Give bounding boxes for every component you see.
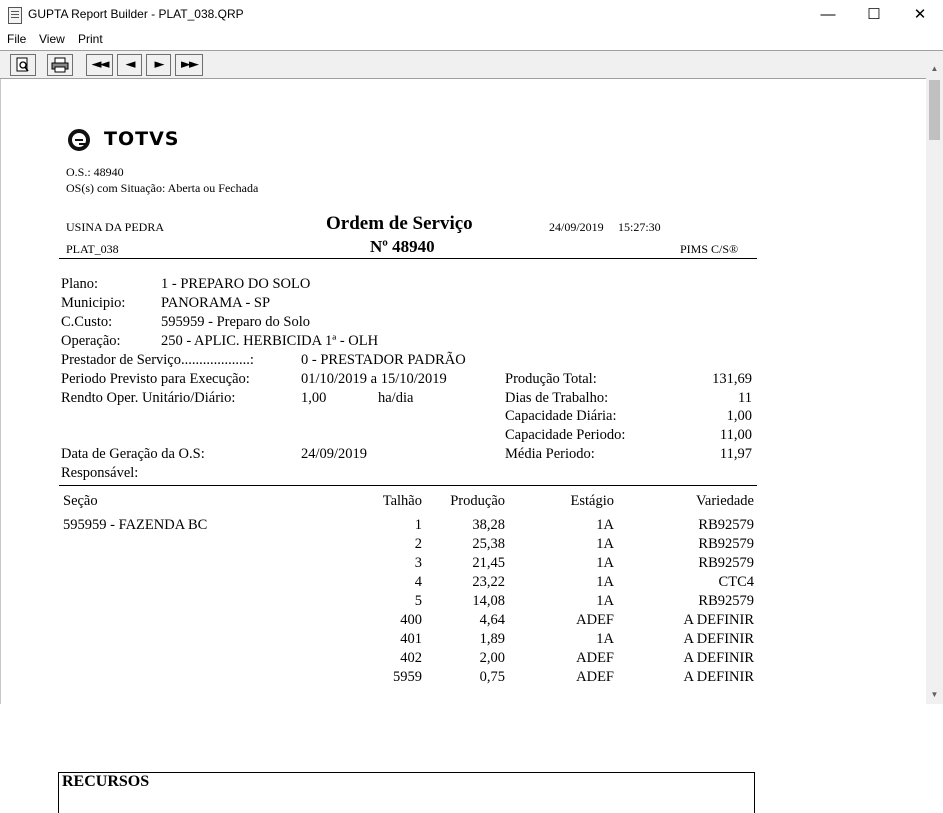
- summary-label: Capacidade Diária:: [505, 408, 617, 424]
- system-name: PIMS C/S®: [680, 242, 739, 256]
- cell-producao: 23,22: [472, 574, 505, 590]
- menu-file[interactable]: File: [7, 32, 27, 46]
- rendto-unit: ha/dia: [378, 390, 414, 406]
- header-estagio: Estágio: [570, 493, 614, 509]
- printer-icon: [51, 57, 69, 73]
- prestador-label: Prestador de Serviço...................:: [61, 352, 254, 368]
- cell-producao: 2,00: [479, 650, 505, 666]
- cell-talhao: 401: [400, 631, 422, 647]
- cell-variedade: A DEFINIR: [683, 669, 754, 685]
- ccusto-value: 595959 - Preparo do Solo: [161, 314, 311, 330]
- situacao-line: OS(s) com Situação: Aberta ou Fechada: [66, 181, 259, 195]
- plano-value: 1 - PREPARO DO SOLO: [161, 276, 311, 292]
- summary-label: Média Periodo:: [505, 446, 595, 462]
- vertical-scrollbar[interactable]: [926, 62, 943, 704]
- report-title: Ordem de Serviço: [326, 213, 473, 234]
- cell-producao: 21,45: [472, 555, 505, 571]
- recursos-title: RECURSOS: [62, 773, 150, 790]
- minimize-button[interactable]: —: [820, 6, 836, 23]
- report-code: PLAT_038: [66, 242, 119, 256]
- summary-label: Produção Total:: [505, 371, 597, 387]
- scroll-up-icon[interactable]: ▲: [930, 64, 939, 73]
- header-producao: Produção: [450, 493, 505, 509]
- operacao-label: Operação:: [61, 333, 121, 349]
- scroll-thumb[interactable]: [929, 80, 940, 140]
- title-bar: [0, 0, 943, 30]
- cell-talhao: 5959: [393, 669, 422, 685]
- operacao-value: 250 - APLIC. HERBICIDA 1ª - OLH: [161, 333, 379, 349]
- cell-estagio: 1A: [596, 593, 614, 609]
- preview-icon: [15, 57, 31, 73]
- totvs-logo-icon: [68, 129, 90, 151]
- cell-talhao: 5: [414, 593, 422, 609]
- cell-talhao: 400: [400, 612, 422, 628]
- cell-variedade: A DEFINIR: [683, 650, 754, 666]
- cell-variedade: CTC4: [718, 574, 754, 590]
- os-line: O.S.: 48940: [66, 165, 124, 179]
- prestador-value: 0 - PRESTADOR PADRÃO: [301, 352, 466, 368]
- geracao-label: Data de Geração da O.S:: [61, 446, 205, 462]
- cell-variedade: RB92579: [698, 593, 754, 609]
- summary-label: Capacidade Periodo:: [505, 427, 626, 443]
- cell-producao: 1,89: [479, 631, 505, 647]
- menu-print[interactable]: Print: [78, 32, 103, 46]
- maximize-button[interactable]: ☐: [867, 6, 881, 23]
- cell-talhao: 3: [414, 555, 422, 571]
- responsavel-label: Responsável:: [61, 465, 139, 481]
- cell-producao: 25,38: [472, 536, 505, 552]
- menu-view[interactable]: View: [39, 32, 65, 46]
- header-secao: Seção: [63, 493, 98, 509]
- summary-value: 11: [738, 390, 752, 406]
- cell-estagio: 1A: [596, 517, 614, 533]
- cell-estagio: 1A: [596, 631, 614, 647]
- cell-producao: 0,75: [479, 669, 505, 685]
- cell-estagio: ADEF: [576, 612, 614, 628]
- municipio-label: Municipio:: [61, 295, 126, 311]
- geracao-value: 24/09/2019: [301, 446, 368, 462]
- menu-bar: [0, 30, 943, 50]
- cell-talhao: 2: [414, 536, 422, 552]
- rendto-value: 1,00: [301, 390, 327, 406]
- summary-value: 11,00: [719, 427, 752, 443]
- municipio-value: PANORAMA - SP: [161, 295, 271, 311]
- previous-page-button[interactable]: ◄: [117, 54, 142, 76]
- print-preview-button[interactable]: [10, 54, 36, 76]
- first-page-button[interactable]: ◄◄: [86, 54, 113, 76]
- report-viewport[interactable]: [0, 79, 926, 790]
- cell-variedade: RB92579: [698, 536, 754, 552]
- cell-variedade: A DEFINIR: [683, 631, 754, 647]
- toolbar: [0, 50, 943, 79]
- ccusto-label: C.Custo:: [61, 314, 113, 330]
- print-button[interactable]: [47, 54, 73, 76]
- cell-producao: 4,64: [479, 612, 505, 628]
- rendto-label: Rendto Oper. Unitário/Diário:: [61, 390, 236, 406]
- summary-value: 1,00: [726, 408, 752, 424]
- cell-estagio: 1A: [596, 536, 614, 552]
- report-time: 15:27:30: [618, 220, 661, 234]
- app-icon: [8, 7, 22, 24]
- cell-estagio: 1A: [596, 555, 614, 571]
- periodo-value: 01/10/2019 a 15/10/2019: [301, 371, 447, 387]
- cell-producao: 14,08: [472, 593, 505, 609]
- cell-talhao: 402: [400, 650, 422, 666]
- cell-estagio: ADEF: [576, 650, 614, 666]
- scroll-down-icon[interactable]: ▼: [930, 690, 939, 699]
- periodo-label: Periodo Previsto para Execução:: [61, 371, 250, 387]
- cell-talhao: 4: [414, 574, 422, 590]
- cell-variedade: A DEFINIR: [683, 612, 754, 628]
- header-divider: [59, 258, 757, 259]
- os-number: Nº 48940: [370, 237, 435, 256]
- summary-value: 131,69: [712, 371, 752, 387]
- table-divider: [59, 485, 757, 486]
- last-page-button[interactable]: ►►: [175, 54, 203, 76]
- report-date: 24/09/2019: [549, 220, 604, 234]
- cell-talhao: 1: [414, 517, 422, 533]
- cell-variedade: RB92579: [698, 517, 754, 533]
- report-page: [1, 79, 927, 790]
- summary-label: Dias de Trabalho:: [505, 390, 609, 406]
- next-page-button[interactable]: ►: [146, 54, 171, 76]
- cell-producao: 38,28: [472, 517, 505, 533]
- cell-variedade: RB92579: [698, 555, 754, 571]
- cell-estagio: 1A: [596, 574, 614, 590]
- header-talhao: Talhão: [382, 493, 422, 509]
- logo-text: TOTVS: [104, 128, 180, 150]
- window-title: GUPTA Report Builder - PLAT_038.QRP: [28, 7, 244, 21]
- recursos-box: [58, 772, 755, 813]
- summary-value: 11,97: [719, 446, 752, 462]
- header-variedade: Variedade: [696, 493, 754, 509]
- close-button[interactable]: ✕: [913, 6, 927, 23]
- cell-estagio: ADEF: [576, 669, 614, 685]
- secao-value: 595959 - FAZENDA BC: [63, 517, 208, 533]
- plano-label: Plano:: [61, 276, 99, 292]
- usina-name: USINA DA PEDRA: [66, 220, 165, 234]
